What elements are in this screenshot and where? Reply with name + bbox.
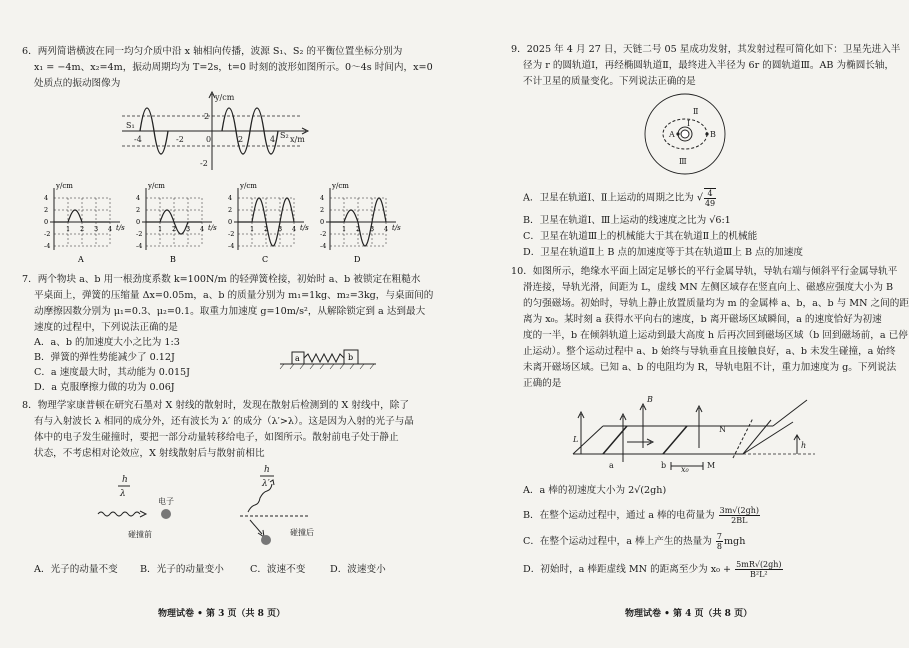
q6-option-xtick: 2 <box>172 225 177 233</box>
q6-x-label: x/m <box>290 135 305 144</box>
q6-options <box>30 182 410 264</box>
q10-b-numerator: 3m√(2gh) <box>719 506 760 515</box>
q6-option-x-label: t/s <box>116 224 125 232</box>
q6-option-ytick: -2 <box>320 230 327 238</box>
q6-option-xtick: 1 <box>158 225 163 233</box>
q10-field-b-label: B <box>647 395 653 404</box>
q8-before-lambda: λ <box>120 489 126 499</box>
q7-answer-b: B．弹簧的弹性势能减少了 0.12J <box>34 352 175 363</box>
q8-electron-label: 电子 <box>158 497 174 506</box>
q9-answer-a-text: A．卫星在轨道Ⅰ、Ⅱ上运动的周期之比为 <box>523 192 694 204</box>
q7-line-2: 平桌面上，弹簧的压缩量 Δx=0.05m，a、b 的质量分别为 m₁=1kg、m₂=3kg，与桌面间的 <box>34 290 434 301</box>
q6-option-ytick: 0 <box>44 218 49 226</box>
q10-answer-c <box>523 532 745 551</box>
q6-y-label: y/cm <box>215 93 235 102</box>
q6-option-xtick: 3 <box>94 225 99 233</box>
q7-answer-c: C．a 速度最大时，其动能为 0.015J <box>34 367 191 378</box>
q6-option-ytick: -4 <box>136 242 143 250</box>
q10-line-3: 的匀强磁场。初始时，导轨上静止放置质量均为 m 的金属棒 a、b，a、b 与 MN 之间的距 <box>523 298 909 309</box>
q10-line-2: 滑连接，导轨光滑，间距为 L，虚线 MN 左侧区域存在竖直向上、磁感应强度大小为 B <box>523 282 894 293</box>
q6-option-ytick: 2 <box>228 206 233 214</box>
q6-option-ytick: 0 <box>136 218 141 226</box>
q6-option-xtick: 1 <box>250 225 255 233</box>
q10-c-numerator: 7 <box>716 532 722 541</box>
q6-option-xtick: 4 <box>108 225 113 233</box>
q10-line-7: 未离开磁场区域。已知 a、b 的电阻均为 R，导轨电阻不计，重力加速度为 g。下列说法 <box>523 362 897 373</box>
q6-s2-label: S₂ <box>280 131 289 140</box>
q10-line-5: 度的一半，b 在倾斜轨道上运动到最大高度 h 后再次回到磁场区域（b 回到磁场前，a 已停 <box>523 330 908 341</box>
q10-c-denominator: 8 <box>716 542 722 551</box>
q6-option-ytick: -2 <box>44 230 51 238</box>
q7-line-1: 7．两个物块 a、b 用一根劲度系数 k=100N/m 的轻弹簧栓接，初始时 a、b 被锁定在粗糙水 <box>22 274 421 285</box>
q10-line-6: 止运动）。整个运动过程中 a、b 始终与导轨垂直且接触良好，a、b 未发生碰撞，a 始终 <box>523 346 896 357</box>
q10-c-suffix: mgh <box>723 536 746 547</box>
q9-answer-a-root: √ $\frac{4}{49}$ <box>696 189 716 208</box>
q6-line-2: x₁ = −4m、x₂=4m，振动周期均为 T=2s，t=0 时刻的波形如图所示。0～4s 时间内，x=0 <box>34 62 433 73</box>
q8-electron-before <box>161 509 171 519</box>
q6-option-ytick: 2 <box>136 206 141 214</box>
q6-option-letter: D <box>354 255 361 264</box>
q6-option-letter: C <box>262 255 269 264</box>
q6-option-y-label: y/cm <box>56 182 73 190</box>
q6-option-x-label: t/s <box>392 224 401 232</box>
q10-answer-a-text: A．a 棒的初速度大小为 <box>523 485 629 496</box>
q9-point-b: B <box>710 130 716 139</box>
q10-answer-b <box>523 506 761 525</box>
q6-option-b <box>136 182 217 264</box>
q6-option-ytick: -4 <box>320 242 327 250</box>
left-page-footer: 物理试卷 • 第 3 页（共 8 页） <box>158 609 286 619</box>
q8-after-lambda: λ′ <box>262 479 270 489</box>
q10-answer-a-value: 2√(2gh) <box>628 485 667 496</box>
q6-option-x-label: t/s <box>208 224 217 232</box>
q9-root-numerator: 4 <box>704 189 716 199</box>
q9-line-1: 9．2025 年 4 月 27 日，天链二号 05 星成功发射，其发射过程可简化如下：卫星先进入半 <box>511 44 901 55</box>
q10-b-denominator: 2BL <box>731 516 748 525</box>
q6-option-ytick: -2 <box>228 230 235 238</box>
q10-height-h: h <box>801 441 807 450</box>
q9-orbit-figure <box>633 92 737 176</box>
q6-option-letter: B <box>170 255 176 264</box>
right-page-footer: 物理试卷 • 第 4 页（共 8 页） <box>625 609 753 619</box>
q6-option-ytick: 2 <box>44 206 49 214</box>
q9-line-2: 径为 r 的圆轨道Ⅰ，再经椭圆轨道Ⅱ，最终进入半径为 6r 的圆轨道Ⅲ。AB 为椭圆长轴， <box>523 60 895 71</box>
q8-answer-d: D．波速变小 <box>330 564 386 575</box>
q6-option-x-label: t/s <box>300 224 309 232</box>
q8-line-4: 状态，不考虑相对论效应，X 射线散射后与散射前相比 <box>34 448 265 459</box>
q8-line-1: 8．物理学家康普顿在研究石墨对 X 射线的散射时，发现在散射后检测到的 X 射线中，除了 <box>22 400 409 411</box>
q7-block-a-label: a <box>295 354 300 363</box>
q7-line-4: 速度的过程中，下列说法正确的是 <box>34 322 178 333</box>
q6-option-xtick: 2 <box>264 225 269 233</box>
q10-rod-a-label: a <box>609 461 614 470</box>
q9-answer-c: C．卫星在轨道Ⅲ上的机械能大于其在轨道Ⅱ上的机械能 <box>523 231 758 242</box>
q6-option-c <box>228 182 309 264</box>
q6-option-xtick: 2 <box>80 225 85 233</box>
q6-option-ytick: -4 <box>44 242 51 250</box>
q6-option-y-label: y/cm <box>148 182 165 190</box>
q9-orbit-ii-label: Ⅱ <box>693 107 699 116</box>
q10-spacing-l: L <box>573 435 579 444</box>
q7-spring-figure <box>280 344 380 370</box>
q6-option-xtick: 3 <box>370 225 375 233</box>
q6-option-xtick: 1 <box>342 225 347 233</box>
q6-option-ytick: 4 <box>320 194 325 202</box>
q6-option-d <box>320 182 401 264</box>
q7-block-b-label: b <box>348 353 354 362</box>
q6-option-ytick: 4 <box>136 194 141 202</box>
q6-xtick-4: 4 <box>270 135 276 144</box>
q9-orbit-iii-label: Ⅲ <box>679 157 687 166</box>
q6-line-3: 处质点的振动图像为 <box>34 78 121 89</box>
q6-xtick-neg2: -2 <box>176 135 184 144</box>
q7-answer-d: D．a 克服摩擦力做的功为 0.06J <box>34 382 175 393</box>
q8-electron-after <box>261 535 271 545</box>
q6-option-ytick: 4 <box>44 194 49 202</box>
q6-option-xtick: 3 <box>186 225 191 233</box>
q9-orbit-i-label: Ⅰ <box>687 119 691 128</box>
q8-compton-figure <box>80 460 360 555</box>
q9-line-3: 不计卫星的质量变化。下列说法正确的是 <box>523 76 696 87</box>
q6-xtick-neg4: -4 <box>134 135 142 144</box>
q10-line-4: 离为 x₀。某时刻 a 获得水平向右的速度，b 离开磁场区域瞬间，a 的速度恰好为初速 <box>523 314 882 325</box>
q6-option-ytick: -2 <box>136 230 143 238</box>
q10-line-8: 正确的是 <box>523 378 562 389</box>
q8-before-h: h <box>122 475 128 485</box>
q6-line-1: 6．两列简谐横波在同一均匀介质中沿 x 轴相向传播，波源 S₁、S₂ 的平衡位置坐标分别为 <box>22 46 403 57</box>
q10-answer-c-text: C．在整个运动过程中，a 棒上产生的热量为 <box>523 536 712 547</box>
q8-answer-c: C．波速不变 <box>250 564 306 575</box>
q6-option-ytick: 4 <box>228 194 233 202</box>
q6-option-xtick: 4 <box>384 225 389 233</box>
q10-line-1: 10．如图所示，绝缘水平面上固定足够长的平行金属导轨，导轨右端与倾斜平行金属导轨平 <box>511 266 898 277</box>
q8-after-h: h <box>264 465 270 475</box>
q10-answer-d <box>523 560 784 579</box>
q10-answer-b-text: B．在整个运动过程中，通过 a 棒的电荷量为 <box>523 510 715 521</box>
q6-option-ytick: 0 <box>320 218 325 226</box>
q6-wave-graph <box>118 90 318 172</box>
q6-option-y-label: y/cm <box>332 182 349 190</box>
q6-xtick-2: 2 <box>238 135 244 144</box>
q9-point-a: A <box>669 130 675 139</box>
q8-answer-b: B．光子的动量变小 <box>140 564 224 575</box>
q6-ytick-neg2: -2 <box>200 159 208 168</box>
q7-answer-a: A．a、b 的加速度大小之比为 1:3 <box>34 337 180 348</box>
q6-option-letter: A <box>78 255 84 264</box>
q10-d-denominator: B²L² <box>750 570 768 579</box>
q9-answer-a <box>523 188 717 208</box>
q8-answer-a: A．光子的动量不变 <box>34 564 118 575</box>
q8-before-caption: 碰撞前 <box>128 530 152 539</box>
q6-option-a <box>44 182 125 264</box>
q6-option-xtick: 4 <box>200 225 205 233</box>
q7-line-3: 动摩擦因数分别为 μ₁=0.3、μ₂=0.1。取重力加速度 g=10m/s²，从解除锁定到 a 达到最大 <box>34 306 426 317</box>
right-page <box>435 0 909 648</box>
q10-d-numerator: 5mR√(2gh) <box>736 560 782 569</box>
q8-after-caption: 碰撞后 <box>290 528 314 537</box>
q6-xtick-0: 0 <box>206 135 212 144</box>
q10-distance-x0: x₀ <box>681 465 689 474</box>
q9-answer-d: D．卫星在轨道Ⅱ上 B 点的加速度等于其在轨道Ⅲ上 B 点的加速度 <box>523 247 804 258</box>
q6-option-xtick: 1 <box>66 225 71 233</box>
q6-option-ytick: 0 <box>228 218 233 226</box>
q6-s1-label: S₁ <box>126 121 135 130</box>
q10-answer-d-text: D．初始时，a 棒距虚线 MN 的距离至少为 x₀ + <box>523 564 735 575</box>
q8-line-3: 体中的电子发生碰撞时，要把一部分动量转移给电子，如图所示。散射前电子处于静止 <box>34 432 399 443</box>
q6-option-ytick: 2 <box>320 206 325 214</box>
q6-ytick-2: 2 <box>204 112 210 121</box>
q9-root-denominator: 49 <box>704 199 716 208</box>
q10-rail-figure <box>567 392 817 474</box>
q6-option-y-label: y/cm <box>240 182 257 190</box>
q8-line-2: 有与入射波长 λ 相同的成分外，还有波长为 λ′ 的成分（λ′>λ）。这是因为入射的光子与晶 <box>34 416 414 427</box>
q9-answer-b: B．卫星在轨道Ⅰ、Ⅲ上运动的线速度之比为 √6:1 <box>523 215 731 226</box>
q10-point-m: M <box>707 461 716 470</box>
q6-option-xtick: 2 <box>356 225 361 233</box>
q10-rod-b-label: b <box>661 461 667 470</box>
left-page <box>0 0 435 648</box>
q6-option-xtick: 4 <box>292 225 297 233</box>
q6-option-ytick: -4 <box>228 242 235 250</box>
q6-option-xtick: 3 <box>278 225 283 233</box>
q10-point-n: N <box>719 425 726 434</box>
q10-answer-a <box>523 484 666 498</box>
